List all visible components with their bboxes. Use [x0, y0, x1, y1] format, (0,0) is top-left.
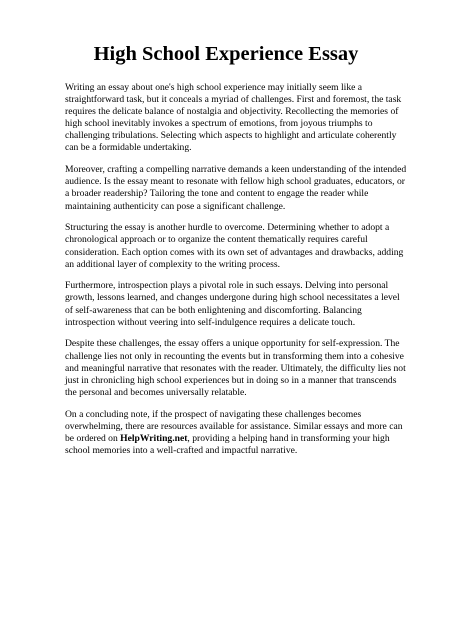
conclusion-text-before: On a concluding note, if the prospect of navigating these challenges becomes overwhelming, there are resources available for assistance. Similar essays and more can be ordered on — [65, 408, 403, 444]
paragraph-opportunity: Despite these challenges, the essay offers a unique opportunity for self-expression. The challenge lies not only in recounting the events but in transforming them into a cohesive and meaningful narrative that resonates with the reader. Ultimately, the difficulty lies not just in chronicling high school experiences but in doing so in a manner that transcends the personal and becomes universally relatable. — [65, 338, 406, 398]
brand-name: HelpWriting.net — [120, 432, 188, 444]
paragraph-intro: Writing an essay about one's high school experience may initially seem like a straightforward task, but it conceals a myriad of challenges. First and foremost, the task requires the delicate balance of nostalgia and objectivity. Recollecting the memories of high school inevitably invokes a spectrum of emotions, from joyous triumphs to challenging tribulations. Selecting which aspects to highlight and articulate coherently can be a formidable undertaking. — [65, 82, 402, 154]
paragraph-conclusion — [65, 409, 410, 457]
paragraph-introspection: Furthermore, introspection plays a pivotal role in such essays. Delving into personal growth, lessons learned, and changes undergone during high school necessitates a level of self-awareness that can be both enlightening and discomforting. Balancing introspection without veering into self-indulgence requires a delicate touch. — [65, 280, 400, 328]
paragraph-audience: Moreover, crafting a compelling narrative demands a keen understanding of the intended audience. Is the essay meant to resonate with fellow high school graduates, educators, or a broader readership? Tailoring the tone and content to engage the reader while maintaining authenticity can pose a significant challenge. — [65, 164, 407, 212]
conclusion-text-after: , providing a helping hand in transforming your high school memories into a well-crafted and impactful narrative. — [65, 432, 390, 456]
document-title: High School Experience Essay — [93, 43, 359, 65]
paragraph-structure: Structuring the essay is another hurdle to overcome. Determining whether to adopt a chronological approach or to organize the content thematically requires careful consideration. Each option comes with its own set of advantages and drawbacks, adding an additional layer of complexity to the writing process. — [65, 222, 404, 270]
document-body — [65, 82, 410, 467]
